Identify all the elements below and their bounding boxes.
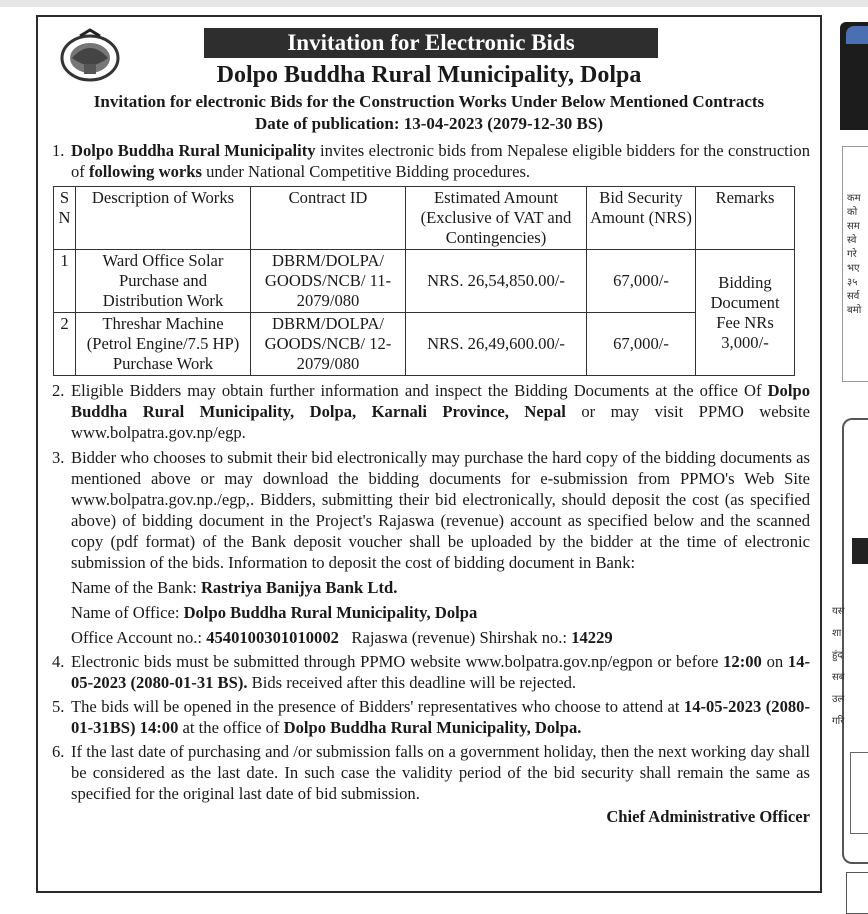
clause-text: under National Competitive Bidding procedures. [201, 162, 531, 181]
fragment-text: शा [832, 628, 842, 639]
bids-table [53, 186, 795, 376]
adjacent-notice-box [850, 752, 868, 834]
clause-number: 3. [52, 448, 65, 467]
cell-remarks: Bidding Document Fee NRs 3,000/- [696, 250, 795, 376]
fragment-text: हुंद [832, 650, 843, 661]
clause-number: 6. [52, 742, 65, 761]
bank-label: Name of the Bank: [71, 578, 201, 597]
clause-text-bold: 14-05-2023 (2080-01-31BS) 14:00 [71, 697, 810, 737]
signature-title: Chief Administrative Officer [606, 807, 810, 826]
clause-text-bold: following works [88, 162, 202, 181]
cell-contract-id: DBRM/DOLPA/ GOODS/NCB/ 11-2079/080 [251, 250, 406, 313]
table-row [54, 250, 795, 313]
fragment-text: कम [847, 193, 861, 204]
adjacent-notice-2 [832, 418, 868, 864]
top-rule [0, 0, 868, 7]
notice-body [52, 140, 810, 827]
clause-text: The bids will be opened in the presence of Bidders' representatives who choose to attend at [71, 697, 684, 716]
adjacent-ad-highlight [846, 26, 868, 44]
fragment-text: को [847, 207, 858, 218]
adjacent-notice-1 [842, 146, 868, 382]
fragment-text: ३५ [847, 277, 858, 288]
header-sn: S N [54, 187, 76, 250]
cell-security: 67,000/- [587, 250, 696, 313]
clause-4 [52, 651, 810, 693]
header-estimated-amount: Estimated Amount (Exclusive of VAT and Contingencies) [406, 187, 587, 250]
office-label: Name of Office: [71, 603, 184, 622]
clause-text-bold: Dolpo Buddha Rural Municipality, Dolpa, Karnali Province, Nepal [71, 381, 810, 421]
fragment-text: गरे [847, 249, 857, 260]
bank-value: Rastriya Banijya Bank Ltd. [200, 578, 398, 597]
fragment-text: स्वे [847, 235, 857, 246]
clause-text-bold: 14-05-2023 (2080-01-31 BS). [71, 652, 811, 692]
clause-1 [52, 140, 810, 182]
clause-text: invites electronic bids from Nepalese eligible bidders for the construction of [71, 141, 810, 181]
fragment-text: भए [847, 263, 860, 274]
table-header-row [54, 187, 795, 250]
clause-number: 4. [52, 652, 65, 671]
clause-5 [52, 696, 810, 738]
clause-text: at the office of [178, 718, 284, 737]
fragment-text: यस [832, 606, 845, 617]
account-line [52, 627, 810, 648]
clause-text: on [761, 652, 788, 671]
clause-text-bold: Dolpo Buddha Rural Municipality, Dolpa. [283, 718, 582, 737]
clause-text: Eligible Bidders may obtain further information and inspect the Bidding Documents at the office Of [71, 381, 768, 400]
cell-security: 67,000/- [587, 313, 696, 376]
cell-amount: NRS. 26,54,850.00/- [406, 250, 587, 313]
bank-name-line [52, 577, 810, 598]
cell-description: Threshar Machine (Petrol Engine/7.5 HP) Purchase Work [76, 313, 251, 376]
adjacent-notice-bar [852, 538, 868, 564]
clause-6 [52, 741, 810, 804]
cell-amount: NRS. 26,49,600.00/- [406, 313, 587, 376]
fragment-text: सर्व [847, 291, 860, 302]
header-contract-id: Contract ID [251, 187, 406, 250]
shirshak-value: 14229 [571, 628, 613, 647]
shirshak-label: Rajaswa (revenue) Shirshak no.: [351, 628, 572, 647]
publication-date: Date of publication: 13-04-2023 (2079-12-30 BS) [254, 114, 603, 133]
account-label: Office Account no.: [71, 628, 207, 647]
office-value: Dolpo Buddha Rural Municipality, Dolpa [183, 603, 478, 622]
fragment-text: उल [832, 694, 845, 705]
fragment-text: बमो [847, 305, 862, 316]
adjacent-notice-3 [846, 872, 868, 914]
notice-subtitle: Invitation for electronic Bids for the Construction Works Under Below Mentioned Contracts [93, 92, 765, 111]
clause-text: Bidder who chooses to submit their bid electronically may purchase the hard copy of the bidding documents as mentioned above or may download the bidding documents for e-submission from PPMO's Web Site www.bolpatra.gov.np./egp,. Bidders, submitting their bid electronically, should deposit the cost (as specified above) of bidding document in the Project's Rajaswa (revenue) account as specified below and the scanned copy (pdf format) of the Bank deposit voucher shall be uploaded by the bidder at the time of electronic submission of the bids. Information to deposit the cost of bidding document in Bank: [71, 448, 810, 572]
fragment-text: सम [847, 221, 860, 232]
clause-number: 1. [52, 141, 65, 160]
fragment-text: गरि [832, 716, 845, 727]
clause-2 [52, 380, 810, 443]
bid-notice [36, 15, 822, 893]
clause-text: or may visit PPMO website www.bolpatra.gov.np/egp. [71, 402, 810, 442]
cell-sn: 2 [54, 313, 76, 376]
header-bid-security: Bid Security Amount (NRS) [587, 187, 696, 250]
adjacent-ad-dark [840, 22, 868, 130]
header-remarks: Remarks [696, 187, 795, 250]
fragment-text: सब [832, 672, 845, 683]
clause-text: Electronic bids must be submitted through PPMO website www.bolpatra.gov.np/egpon or before [71, 652, 724, 671]
cell-contract-id: DBRM/DOLPA/ GOODS/NCB/ 12-2079/080 [251, 313, 406, 376]
organization-name: Dolpo Buddha Rural Municipality, Dolpa [216, 62, 642, 88]
office-name-line [52, 602, 810, 623]
clause-3 [52, 447, 810, 573]
clause-number: 5. [52, 697, 65, 716]
cell-sn: 1 [54, 250, 76, 313]
account-value: 4540100301010002 [206, 628, 339, 647]
cell-description: Ward Office Solar Purchase and Distribution Work [76, 250, 251, 313]
clause-text-bold: 12:00 [723, 652, 762, 671]
clause-number: 2. [52, 381, 65, 400]
clause-text: Bids received after this deadline will be rejected. [247, 673, 577, 692]
clause-text-bold: Dolpo Buddha Rural Municipality [71, 141, 316, 160]
clause-text: If the last date of purchasing and /or submission falls on a government holiday, then the next working day shall be considered as the last date. In such case the validity period of the bid security shall remain the same as specified for the original last date of bid submission. [71, 742, 810, 803]
notice-banner-title: Invitation for Electronic Bids [204, 28, 658, 58]
header-description: Description of Works [76, 187, 251, 250]
table-row [54, 313, 795, 376]
